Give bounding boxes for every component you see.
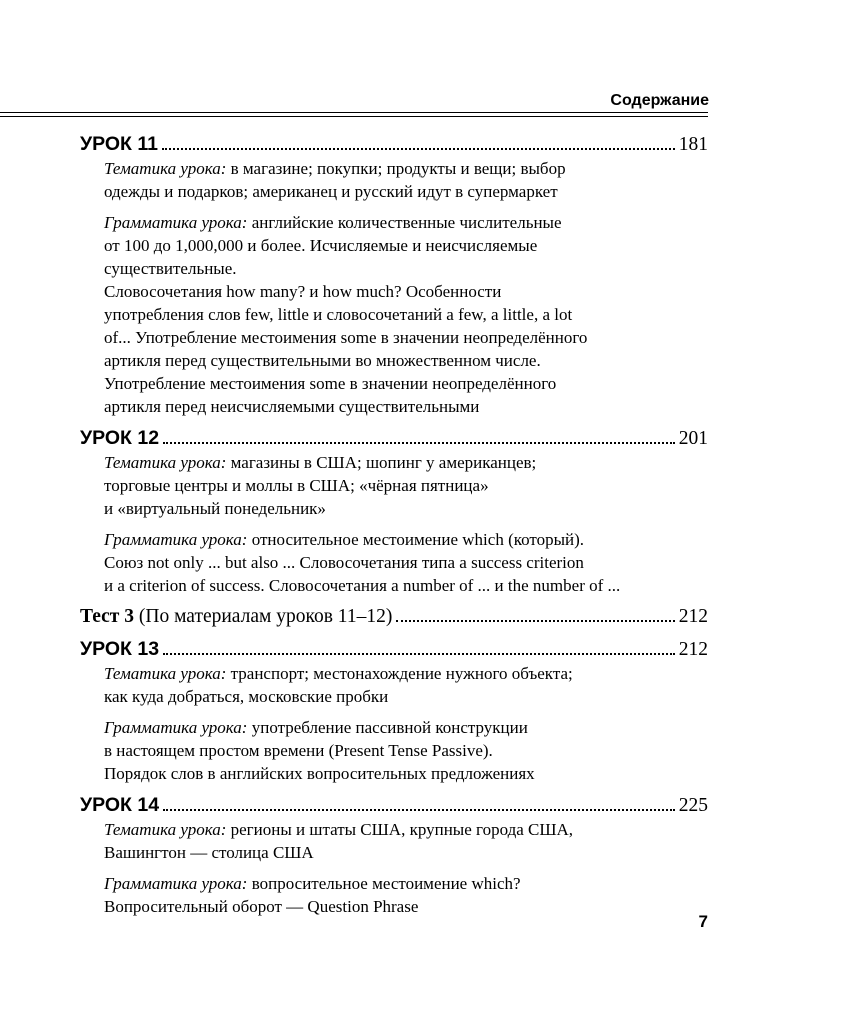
toc-entry [80, 132, 708, 426]
spacer [80, 520, 708, 528]
grammar-text: употребления слов few, little и словосочетаний a few, a little, a lot [104, 305, 573, 324]
grammar-line [104, 280, 708, 303]
grammar-label: Грамматика урока: [104, 530, 248, 549]
toc-entry [80, 637, 708, 793]
toc-entry [80, 605, 708, 637]
spacer [80, 203, 708, 211]
lesson-grammar [104, 211, 708, 418]
grammar-text: в настоящем простом времени (Present Tense Passive). [104, 741, 493, 760]
toc-page-number: 181 [678, 134, 708, 155]
toc-entry [80, 426, 708, 605]
topic-text: в магазине; покупки; продукты и вещи; выбор [230, 159, 566, 178]
topic-text: магазины в США; шопинг у американцев; [230, 453, 537, 472]
grammar-label: Грамматика урока: [104, 213, 248, 232]
grammar-line [104, 574, 708, 597]
spacer [80, 864, 708, 872]
lesson-grammar [104, 528, 708, 597]
spacer [80, 418, 708, 426]
toc-entry-title: УРОК 13 [80, 638, 160, 660]
grammar-line [104, 528, 708, 551]
grammar-text: употребление пассивной конструкции [251, 718, 528, 737]
topic-label: Тематика урока: [104, 820, 227, 839]
dot-leader [396, 620, 674, 622]
grammar-line [104, 895, 708, 918]
grammar-text: существительные. [104, 259, 237, 278]
toc-entry-line[interactable] [80, 426, 708, 451]
grammar-text: от 100 до 1,000,000 и более. Исчисляемые и неисчисляемые [104, 236, 538, 255]
toc-page-number: 225 [678, 795, 708, 816]
grammar-text: Порядок слов в английских вопросительных предложениях [104, 764, 535, 783]
toc-entry-title: УРОК 14 [80, 794, 160, 816]
grammar-text: английские количественные числительные [251, 213, 562, 232]
grammar-line [104, 551, 708, 574]
topic-text: Вашингтон — столица США [104, 843, 314, 862]
dot-leader [163, 809, 675, 811]
header-rule-bottom [0, 116, 708, 117]
spacer [80, 629, 708, 637]
grammar-line [104, 716, 708, 739]
lesson-grammar [104, 716, 708, 785]
topic-line [104, 818, 708, 841]
topic-line [104, 685, 708, 708]
toc-entry-title: Тест 3 [80, 606, 135, 627]
grammar-line [104, 372, 708, 395]
topic-text: регионы и штаты США, крупные города США, [230, 820, 574, 839]
lesson-topic [104, 818, 708, 864]
grammar-line [104, 326, 708, 349]
toc-entry-line[interactable] [80, 793, 708, 818]
grammar-line [104, 739, 708, 762]
grammar-label: Грамматика урока: [104, 718, 248, 737]
topic-line [104, 662, 708, 685]
topic-line [104, 451, 708, 474]
topic-label: Тематика урока: [104, 159, 227, 178]
dot-leader [163, 442, 675, 444]
topic-text: торговые центры и моллы в США; «чёрная пятница» [104, 476, 489, 495]
grammar-line [104, 872, 708, 895]
dot-leader [163, 653, 675, 655]
lesson-topic [104, 662, 708, 708]
grammar-line [104, 303, 708, 326]
grammar-text: артикля перед неисчисляемыми существительными [104, 397, 480, 416]
grammar-text: артикля перед существительными во множественном числе. [104, 351, 541, 370]
toc-entry-title: УРОК 12 [80, 427, 160, 449]
toc-page-number: 212 [678, 606, 708, 627]
grammar-text: of... Употребление местоимения some в значении неопределённого [104, 328, 588, 347]
lesson-topic [104, 157, 708, 203]
topic-text: как куда добраться, московские пробки [104, 687, 389, 706]
grammar-line [104, 234, 708, 257]
grammar-line [104, 257, 708, 280]
page-number: 7 [698, 912, 708, 931]
grammar-text: Союз not only ... but also ... Словосочетания типа a success criterion [104, 553, 584, 572]
toc-entry [80, 793, 708, 926]
spacer [80, 918, 708, 926]
toc-entry-subtitle: (По материалам уроков 11–12) [138, 606, 393, 627]
toc-page-number: 201 [678, 428, 708, 449]
toc-entry-line[interactable] [80, 637, 708, 662]
topic-line [104, 841, 708, 864]
header-rule-top [0, 112, 708, 113]
table-of-contents [80, 132, 708, 926]
running-header: Содержание [610, 92, 709, 109]
grammar-line [104, 349, 708, 372]
topic-text: транспорт; местонахождение нужного объекта; [230, 664, 573, 683]
grammar-line [104, 762, 708, 785]
spacer [80, 597, 708, 605]
spacer [80, 785, 708, 793]
grammar-line [104, 395, 708, 418]
topic-line [104, 157, 708, 180]
topic-label: Тематика урока: [104, 453, 227, 472]
lesson-topic [104, 451, 708, 520]
grammar-text: Вопросительный оборот — Question Phrase [104, 897, 419, 916]
grammar-text: Словосочетания how many? и how much? Особенности [104, 282, 502, 301]
toc-entry-title: УРОК 11 [80, 133, 158, 155]
topic-line [104, 474, 708, 497]
toc-entry-line[interactable] [80, 605, 708, 629]
topic-text: одежды и подарков; американец и русский идут в супермаркет [104, 182, 558, 201]
grammar-text: относительное местоимение which (который). [251, 530, 585, 549]
grammar-text: Употребление местоимения some в значении неопределённого [104, 374, 557, 393]
topic-line [104, 497, 708, 520]
dot-leader [162, 148, 675, 150]
lesson-grammar [104, 872, 708, 918]
topic-line [104, 180, 708, 203]
topic-label: Тематика урока: [104, 664, 227, 683]
toc-entry-line[interactable] [80, 132, 708, 157]
grammar-line [104, 211, 708, 234]
toc-page-number: 212 [678, 639, 708, 660]
topic-text: и «виртуальный понедельник» [104, 499, 326, 518]
grammar-label: Грамматика урока: [104, 874, 248, 893]
spacer [80, 708, 708, 716]
grammar-text: вопросительное местоимение which? [251, 874, 521, 893]
grammar-text: и a criterion of success. Словосочетания a number of ... и the number of ... [104, 576, 621, 595]
